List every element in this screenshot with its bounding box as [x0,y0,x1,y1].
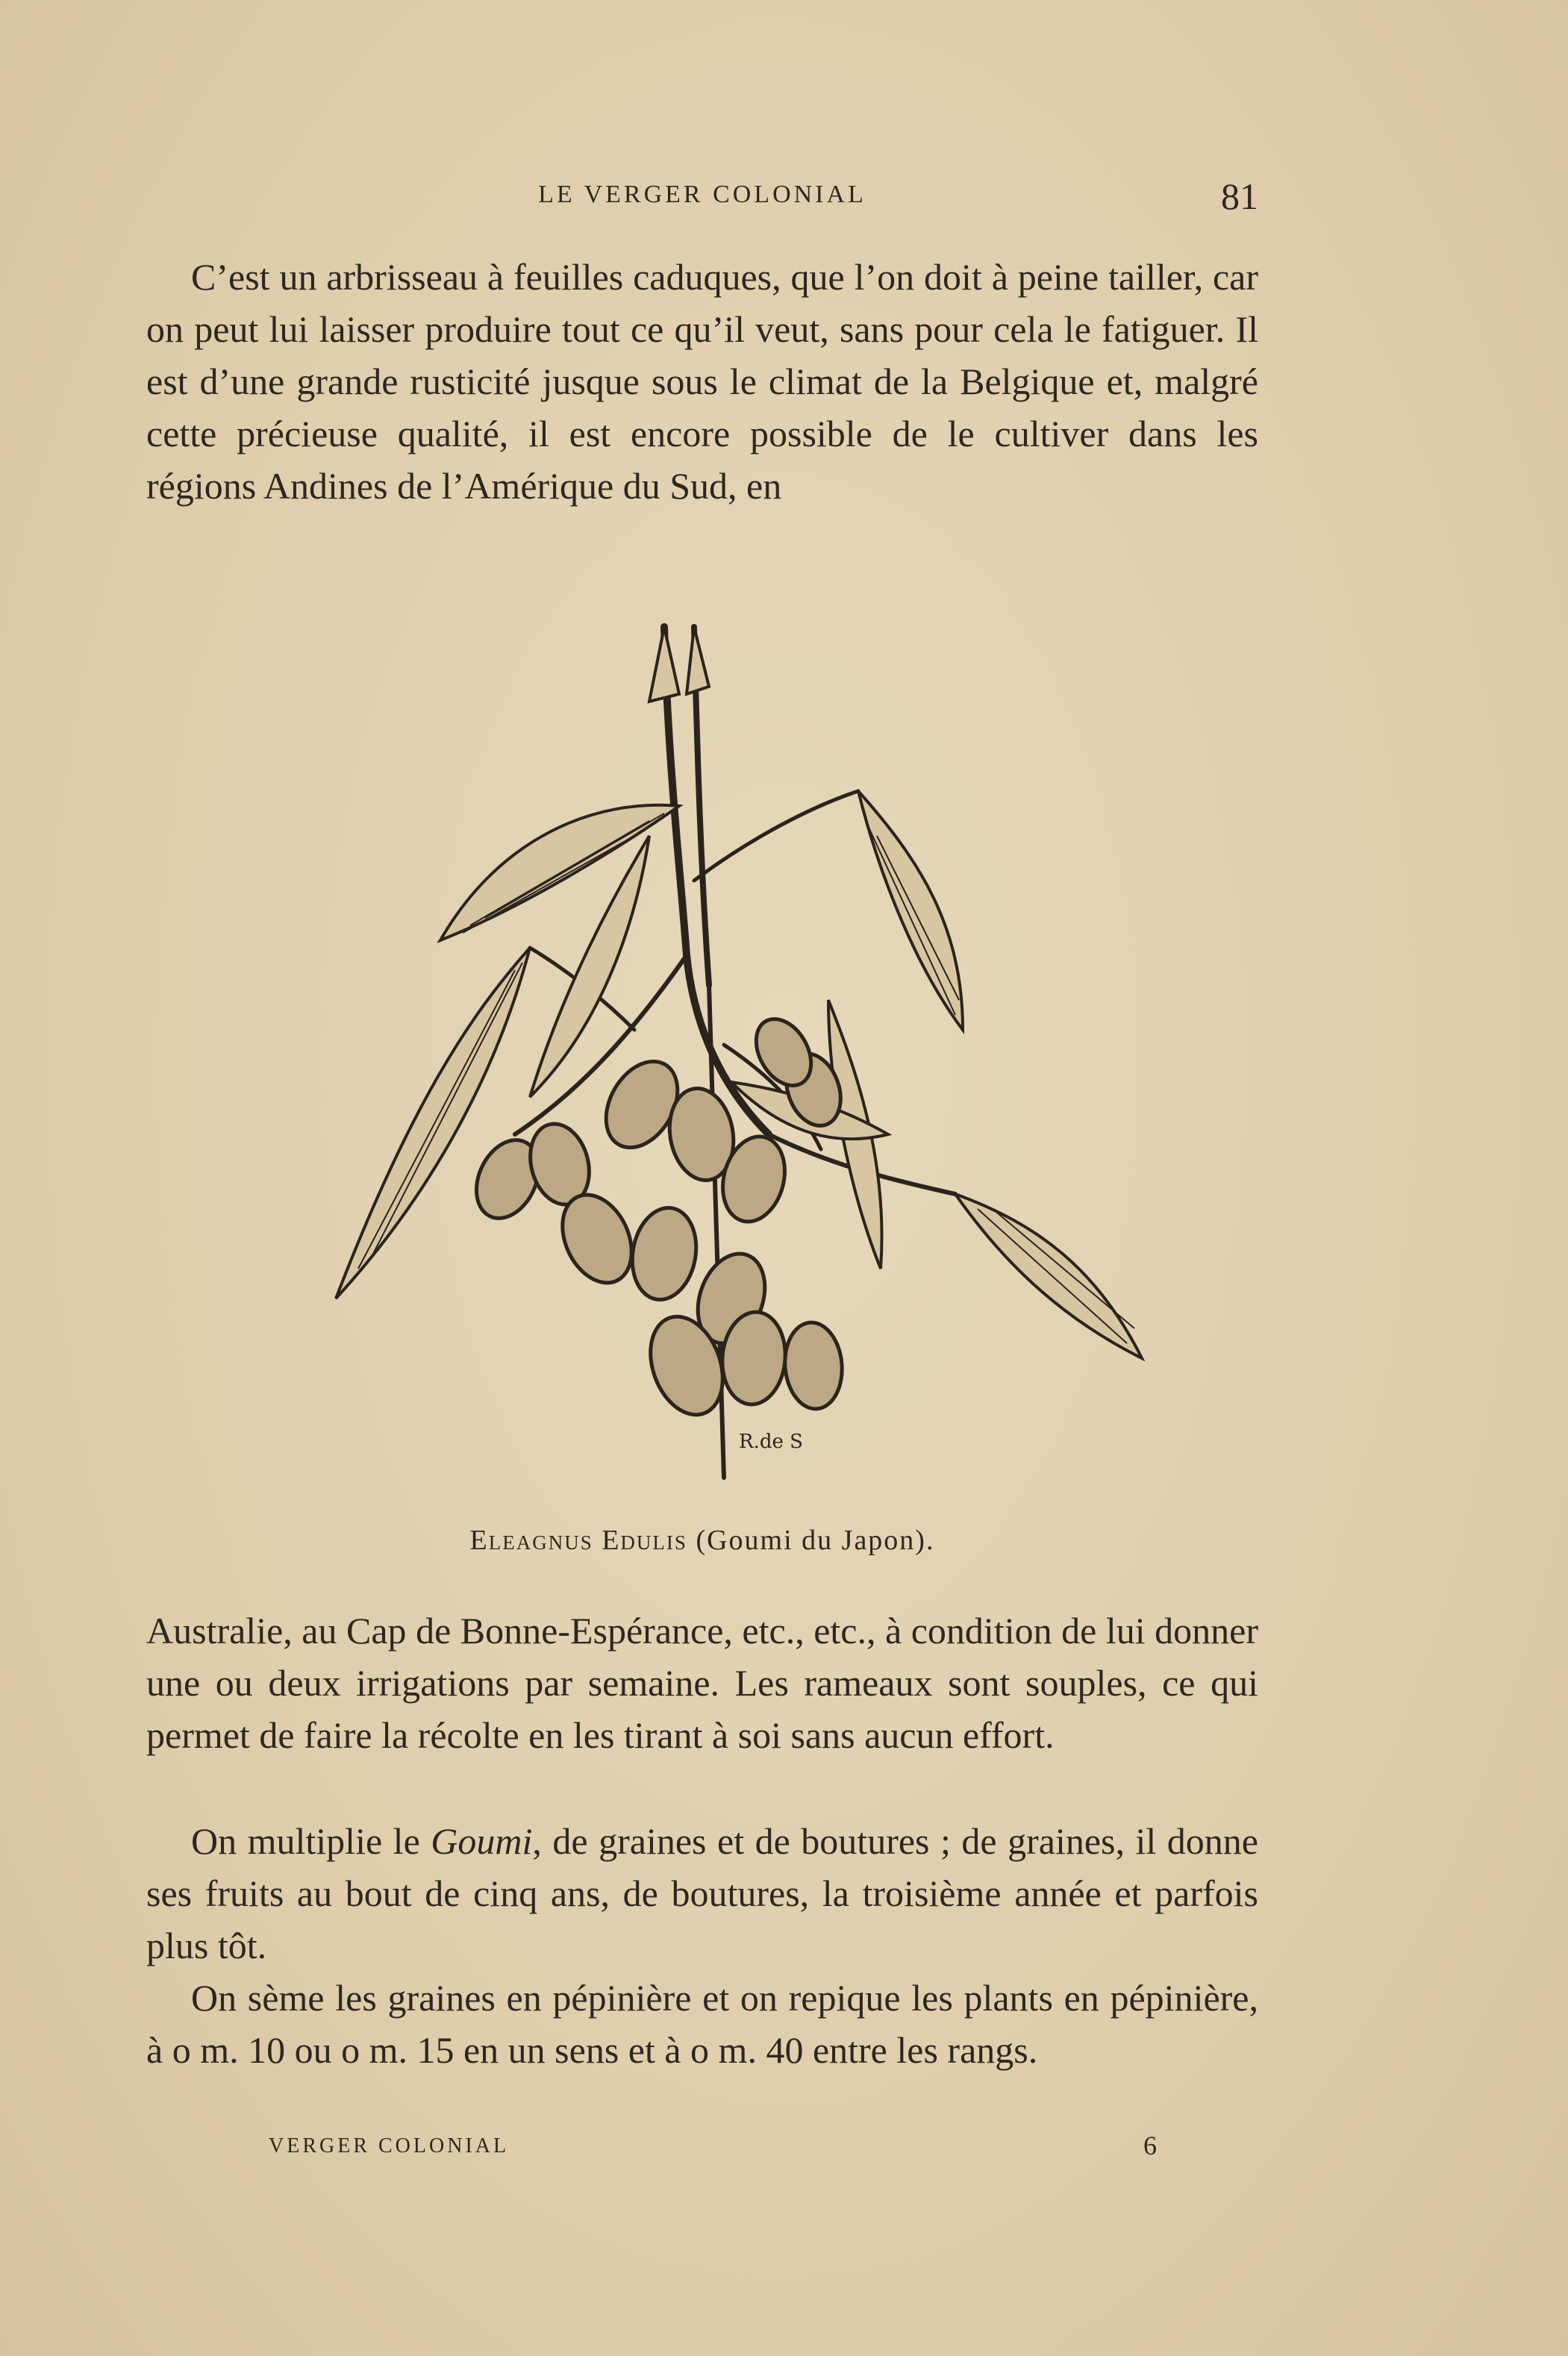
page-footer [269,2131,1157,2172]
running-title: LE VERGER COLONIAL [538,181,866,208]
page-number: 81 [1221,175,1258,217]
caption-common-name: (Goumi du Japon). [687,1525,935,1556]
paragraph-2: Australie, au Cap de Bonne-Espérance, etc., etc., à condition de lui donner une ou deux irrigations par semaine. Les rameaux sont souples, ce qui permet de faire la récolte en les tirant à soi sans aucun effort. [146,1610,1258,1756]
signature-mark: 6 [1143,2131,1157,2160]
eleagnus-drawing [246,612,1172,1507]
figure-caption [146,1524,1258,1557]
artist-signature: R.de S [739,1431,803,1453]
footer-title: VERGER COLONIAL [269,2134,510,2157]
botanical-illustration [246,612,1172,1507]
paragraph-4: On sème les graines en pépinière et on repique les plants en pépinière, à o m. 10 ou o m. 15 en un sens et à o m. 40 entre les rangs. [146,1977,1258,2071]
paragraph-3 [146,1815,1258,1972]
paragraph-3-end: , de graines et de boutures ; de graines, il donne ses fruits au bout de cinq ans, de boutures, la troisième année et parfois plus tôt. [146,1820,1259,1966]
paragraph-3-italic: Goumi [431,1820,533,1862]
paragraph-3-start: On multiplie le [191,1820,431,1862]
paragraph-1: C’est un arbrisseau à feuilles caduques, que l’on doit à peine tailler, car on peut lui laisser produire tout ce qu’il veut, sans pour cela le fatiguer. Il est d’une grande rusticité jusque sous le climat de la Belgique et, malgré cette précieuse qualité, il est encore possible de le cultiver dans les régions Andines de l’Amérique du Sud, en [146,256,1258,507]
running-head [146,176,1258,221]
caption-species: Eleagnus Edulis [469,1525,687,1556]
